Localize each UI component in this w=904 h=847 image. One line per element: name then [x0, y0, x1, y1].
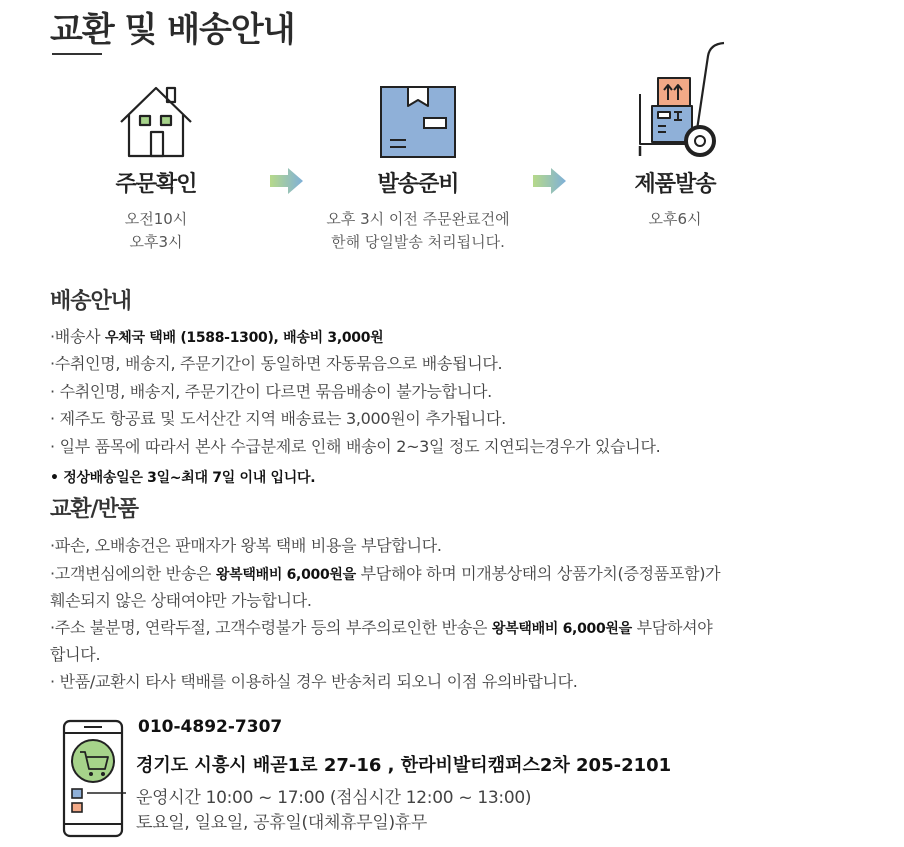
returns-fee: 왕복택배비 6,000원을 — [491, 621, 632, 637]
returns-text: 부담해야 하며 미개봉상태의 상품가치(증정품포함)가 — [355, 564, 721, 583]
arrow-right-icon — [533, 168, 567, 194]
phone-cart-icon — [60, 719, 126, 839]
returns-line: ·파손, 오배송건은 판매자가 왕복 택배 비용을 부담합니다. — [50, 536, 442, 555]
contact-address: 경기도 시흥시 배곧1로 27-16 , 한라비발티캠퍼스2차 205-2101 — [136, 755, 672, 776]
returns-text: 부담하셔야 — [631, 618, 713, 637]
returns-text: ·주소 불분명, 연락두절, 고객수령불가 등의 부주의로인한 반송은 — [50, 618, 492, 637]
step-desc-order-confirm — [96, 208, 216, 254]
house-icon — [118, 84, 194, 160]
returns-line: 훼손되지 않은 상태여야만 가능합니다. — [50, 591, 312, 610]
shipping-line: · 제주도 항공료 및 도서산간 지역 배송료는 3,000원이 추가됩니다. — [50, 409, 506, 428]
contact-hours: 운영시간 10:00 ~ 17:00 (점심시간 12:00 ~ 13:00) — [136, 788, 532, 808]
carrier-value: 우체국 택배 (1588-1300), 배송비 3,000원 — [105, 330, 384, 346]
step-desc-line: 오후6시 — [648, 210, 702, 228]
carrier-prefix: ·배송사 — [50, 327, 106, 346]
title-underline — [52, 53, 102, 55]
shipping-line: · 일부 품목에 따라서 본사 수급분제로 인해 배송이 2~3일 정도 지연되는경우가 있습니다. — [50, 437, 661, 456]
shipping-heading: 배송안내 — [50, 289, 132, 314]
shipping-line: · 수취인명, 배송지, 주문기간이 다르면 묶음배송이 불가능합니다. — [50, 382, 492, 401]
returns-fee: 왕복택배비 6,000원을 — [215, 567, 356, 583]
step-desc-prepare — [290, 208, 546, 254]
page-title: 교환 및 배송안내 — [50, 10, 295, 50]
step-label-prepare: 발송준비 — [377, 172, 459, 197]
returns-line: · 반품/교환시 타사 택배를 이용하실 경우 반송처리 되오니 이점 유의바랍니다. — [50, 672, 578, 691]
step-desc-line: 한해 당일발송 처리됩니다. — [331, 233, 505, 251]
step-desc-shipped — [610, 208, 740, 231]
step-desc-line: 오후3시 — [129, 233, 183, 251]
hand-truck-icon — [636, 40, 730, 162]
returns-line — [50, 615, 712, 638]
returns-line: 합니다. — [50, 645, 101, 664]
step-desc-line: 오전10시 — [124, 210, 188, 228]
returns-text: ·고객변심에의한 반송은 — [50, 564, 216, 583]
arrow-right-icon — [270, 168, 304, 194]
box-icon — [380, 86, 456, 158]
contact-closed: 토요일, 일요일, 공휴일(대체휴무일)휴무 — [136, 813, 428, 833]
contact-phone: 010-4892-7307 — [138, 717, 283, 737]
step-desc-line: 오후 3시 이전 주문완료건에 — [326, 210, 510, 228]
shipping-carrier-line — [50, 324, 383, 347]
shipping-line: ·수취인명, 배송지, 주문기간이 동일하면 자동묶음으로 배송됩니다. — [50, 354, 503, 373]
step-label-order-confirm: 주문확인 — [115, 172, 197, 197]
returns-heading: 교환/반품 — [50, 497, 139, 522]
shipping-note: • 정상배송일은 3일~최대 7일 이내 입니다. — [50, 470, 316, 486]
step-label-shipped: 제품발송 — [634, 172, 716, 197]
returns-line — [50, 561, 720, 584]
